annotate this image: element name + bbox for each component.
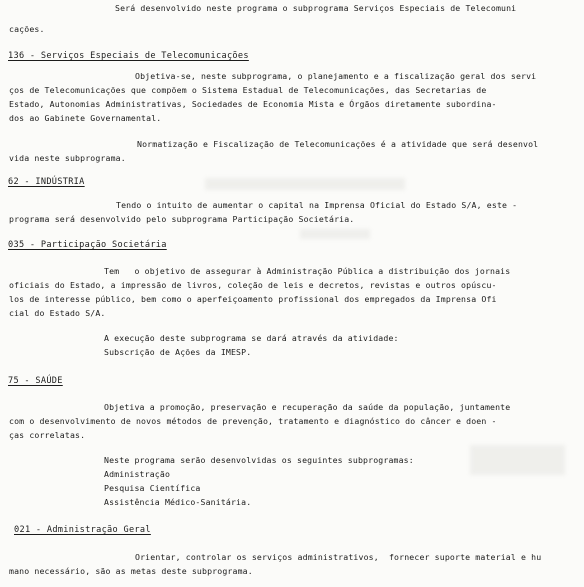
text-line: Estado, Autonomias Administrativas, Sociedades de Economia Mista e Órgãos diretamente subordina- [9,99,497,109]
text-line: Orientar, controlar os serviços administrativos, fornecer suporte material e hu [135,552,542,562]
text-line: los de interesse público, bem como o aperfeiçoamento profissional dos empregados da Imprensa Ofi [9,294,497,304]
text-line: cial do Estado S/A. [9,308,106,318]
text-line: vida neste subprograma. [9,153,126,163]
text-line: A execução deste subprograma se dará através da atividade: [104,333,399,343]
text-line: Subscrição de Ações da IMESP. [104,347,252,357]
text-line: ços de Telecomunicações que compõem o Sistema Estadual de Telecomunicações, das Secretarias de [9,85,487,95]
text-line: mano necessário, são as metas deste subprograma. [9,566,253,576]
scan-smudge [300,229,370,239]
section-heading: 035 - Participação Societária [8,240,167,250]
section-heading: 136 - Serviços Especiais de Telecomunicações [8,51,249,61]
text-line: ças correlatas. [9,430,86,440]
section-heading: 021 - Administração Geral [14,525,151,535]
scan-smudge [470,445,565,475]
text-line: com o desenvolvimento de novos métodos de prevenção, tratamento e diagnóstico do câncer e doen - [9,416,497,426]
text-line: oficiais do Estado, a impressão de livros, coleção de leis e decretos, revistas e outros opúscu- [9,280,497,290]
text-line: Pesquisa Científica [104,483,201,493]
text-line: Assistência Médico-Sanitária. [104,497,252,507]
text-line: Objetiva a promoção, preservação e recuperação da saúde da população, juntamente [104,402,511,412]
text-line: dos ao Gabinete Governamental. [9,113,162,123]
text-line: Será desenvolvido neste programa o subprograma Serviços Especiais de Telecomuni [115,3,517,13]
text-line: Objetiva-se, neste subprograma, o planejamento e a fiscalização geral dos servi [135,71,537,81]
text-line: Neste programa serão desenvolvidas os seguintes subprogramas: [104,455,414,465]
text-line: Tendo o intuito de aumentar o capital na Imprensa Oficial do Estado S/A, este - [116,200,518,210]
section-heading: 62 - INDÚSTRIA [8,177,85,187]
scan-smudge [205,178,405,190]
text-line: Tem o objetivo de assegurar à Administração Pública a distribuição dos jornais [104,266,511,276]
text-line: Administração [104,469,171,479]
text-line: cações. [9,24,45,34]
text-line: Normatização e Fiscalização de Telecomunicações é a atividade que será desenvol [137,139,539,149]
section-heading: 75 - SAÚDE [8,376,63,386]
text-line: programa será desenvolvido pelo subprograma Participação Societária. [9,214,355,224]
